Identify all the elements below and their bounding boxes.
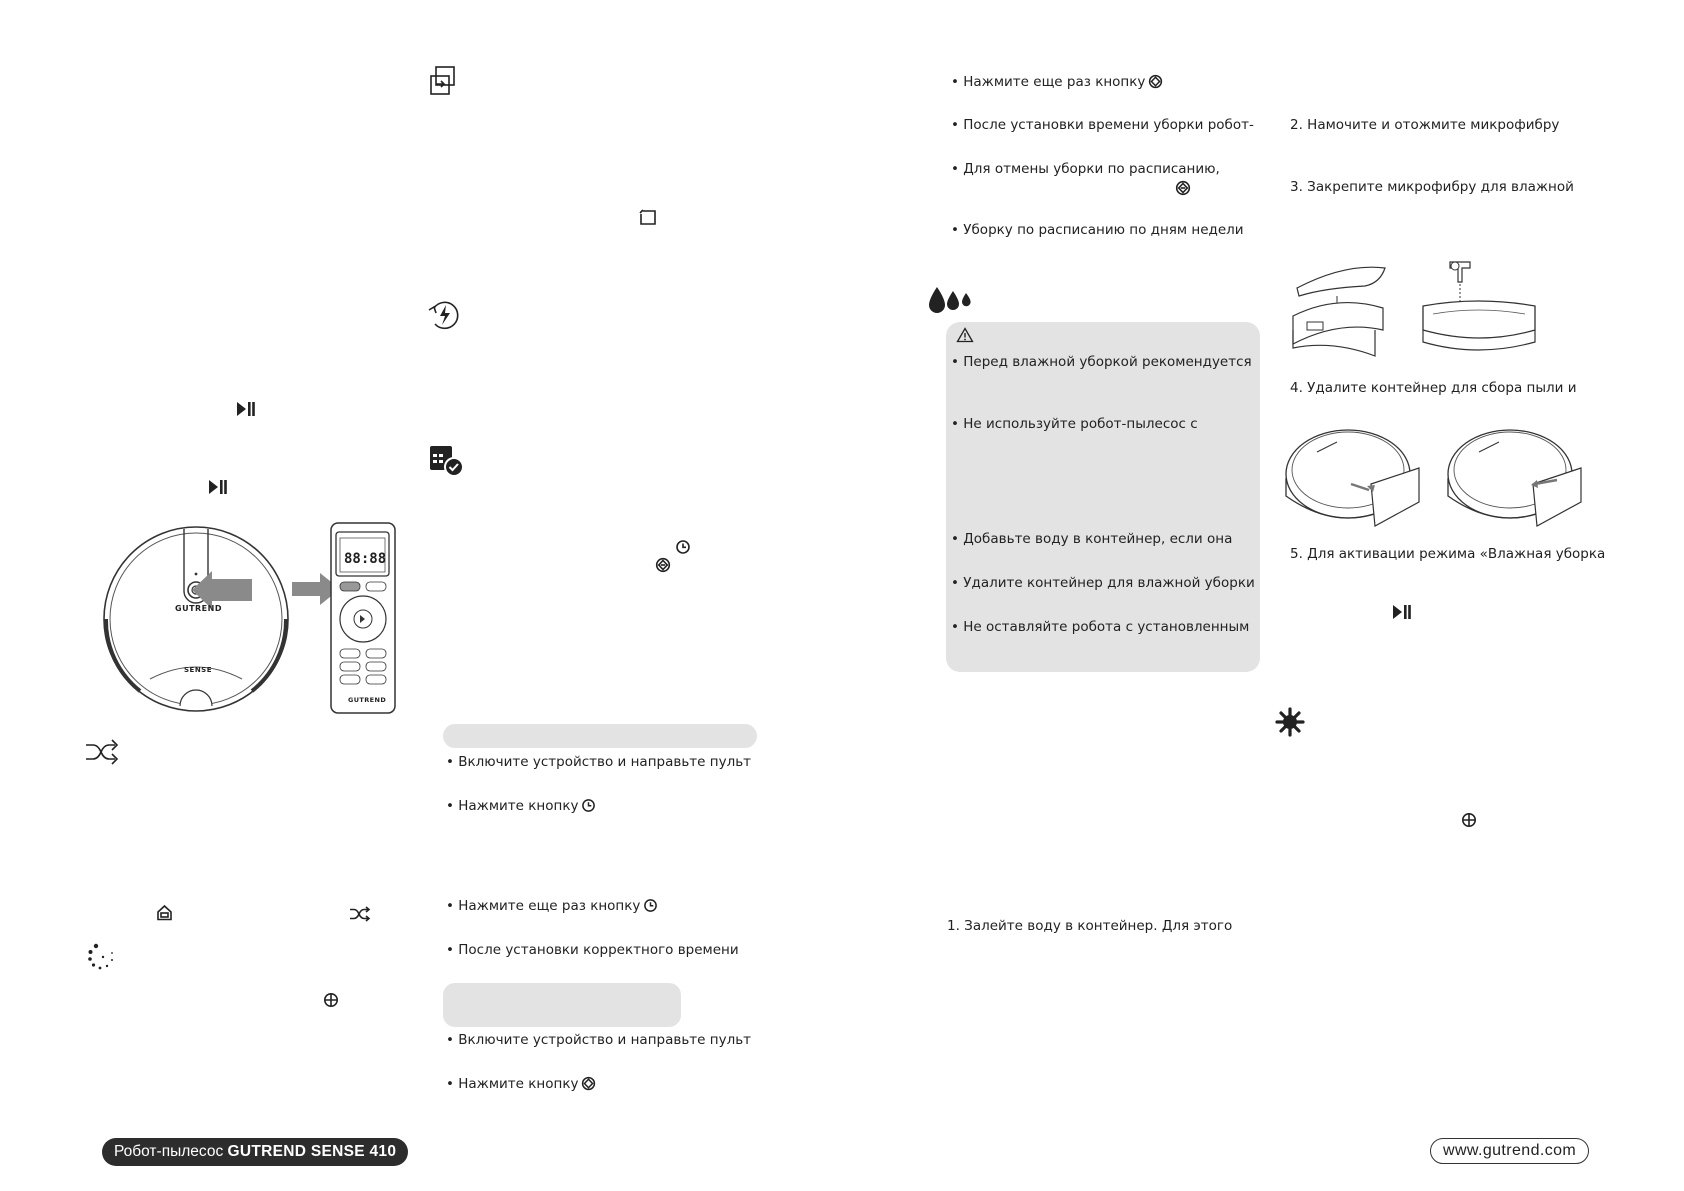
random-mode-icon xyxy=(84,739,120,765)
step-line: 5. Для активации режима «Влажная уборка xyxy=(1290,546,1606,562)
random-icon xyxy=(349,906,371,922)
instruction-line: • После установки корректного времени xyxy=(446,942,739,958)
spiral-mode-icon xyxy=(87,941,117,971)
section-header-bar xyxy=(443,724,757,748)
home-icon xyxy=(156,904,173,921)
dustbin-insert-illustration xyxy=(1445,422,1585,534)
clock-icon xyxy=(643,898,658,913)
instruction-text: • Нажмите еще раз кнопку xyxy=(951,74,1146,90)
auto-clean-icon xyxy=(581,1076,596,1091)
spot-clean-icon xyxy=(1461,812,1477,828)
mop-attach-illustration xyxy=(1285,258,1390,363)
website-link[interactable]: www.gutrend.com xyxy=(1430,1138,1589,1164)
instruction-line: • После установки времени уборки робот- xyxy=(951,117,1254,133)
copy-mode-icon xyxy=(428,64,460,98)
product-title-prefix: Робот-пылесос xyxy=(114,1143,224,1160)
play-pause-icon xyxy=(1392,604,1412,620)
wet-cleaning-icon xyxy=(928,285,974,315)
instruction-line: • Для отмены уборки по расписанию, xyxy=(951,161,1220,177)
instruction-line: • Включите устройство и направьте пульт xyxy=(446,754,752,770)
instruction-line xyxy=(446,1076,596,1093)
instruction-line: • Включите устройство и направьте пульт xyxy=(446,1032,752,1048)
step-line: 2. Намочите и отожмите микрофибру xyxy=(1290,117,1560,133)
step-line: 1. Залейте воду в контейнер. Для этого xyxy=(947,918,1233,934)
water-fill-illustration xyxy=(1415,258,1545,363)
auto-clean-icon xyxy=(1148,74,1163,89)
section-header-bar xyxy=(443,983,681,1027)
warning-line: • Добавьте воду в контейнер, если она xyxy=(951,531,1233,547)
instruction-line: • Уборку по расписанию по дням недели xyxy=(951,222,1244,238)
robot-brand-logo: GUTREND xyxy=(175,604,222,613)
clock-icon xyxy=(581,798,596,813)
clock-icon xyxy=(675,539,691,555)
dustbin-removal-illustration xyxy=(1283,422,1423,534)
instruction-text: • Нажмите еще раз кнопку xyxy=(446,898,641,914)
product-title-badge xyxy=(102,1138,408,1166)
play-pause-icon xyxy=(208,479,228,495)
warning-line: • Перед влажной уборкой рекомендуется xyxy=(951,354,1252,370)
play-pause-icon xyxy=(236,401,256,417)
auto-clean-icon xyxy=(1175,180,1191,196)
instruction-line xyxy=(446,798,596,815)
remote-display-digits: 88:88 xyxy=(344,551,387,567)
warning-line: • Не оставляйте робота с установленным xyxy=(951,619,1250,635)
recharge-icon xyxy=(426,298,462,332)
spot-clean-icon xyxy=(323,992,339,1008)
warning-line: • Не используйте робот-пылесос с xyxy=(951,416,1198,432)
edge-mode-icon xyxy=(638,207,658,227)
schedule-icon xyxy=(428,443,464,477)
warning-icon xyxy=(956,327,974,343)
instruction-text: • Нажмите кнопку xyxy=(446,798,579,814)
robot-vacuum-illustration xyxy=(100,523,300,718)
step-line: 3. Закрепите микрофибру для влажной xyxy=(1290,179,1574,195)
robot-model-label: SENSE xyxy=(184,666,213,674)
intensive-clean-icon xyxy=(1275,707,1305,737)
auto-clean-icon xyxy=(655,557,671,573)
product-title-model: GUTREND SENSE 410 xyxy=(227,1143,397,1160)
remote-brand-logo: GUTREND xyxy=(348,696,387,704)
instruction-line xyxy=(446,898,658,915)
instruction-line xyxy=(951,74,1163,91)
instruction-text: • Нажмите кнопку xyxy=(446,1076,579,1092)
step-line: 4. Удалите контейнер для сбора пыли и xyxy=(1290,380,1577,396)
warning-line: • Удалите контейнер для влажной уборки xyxy=(951,575,1255,591)
